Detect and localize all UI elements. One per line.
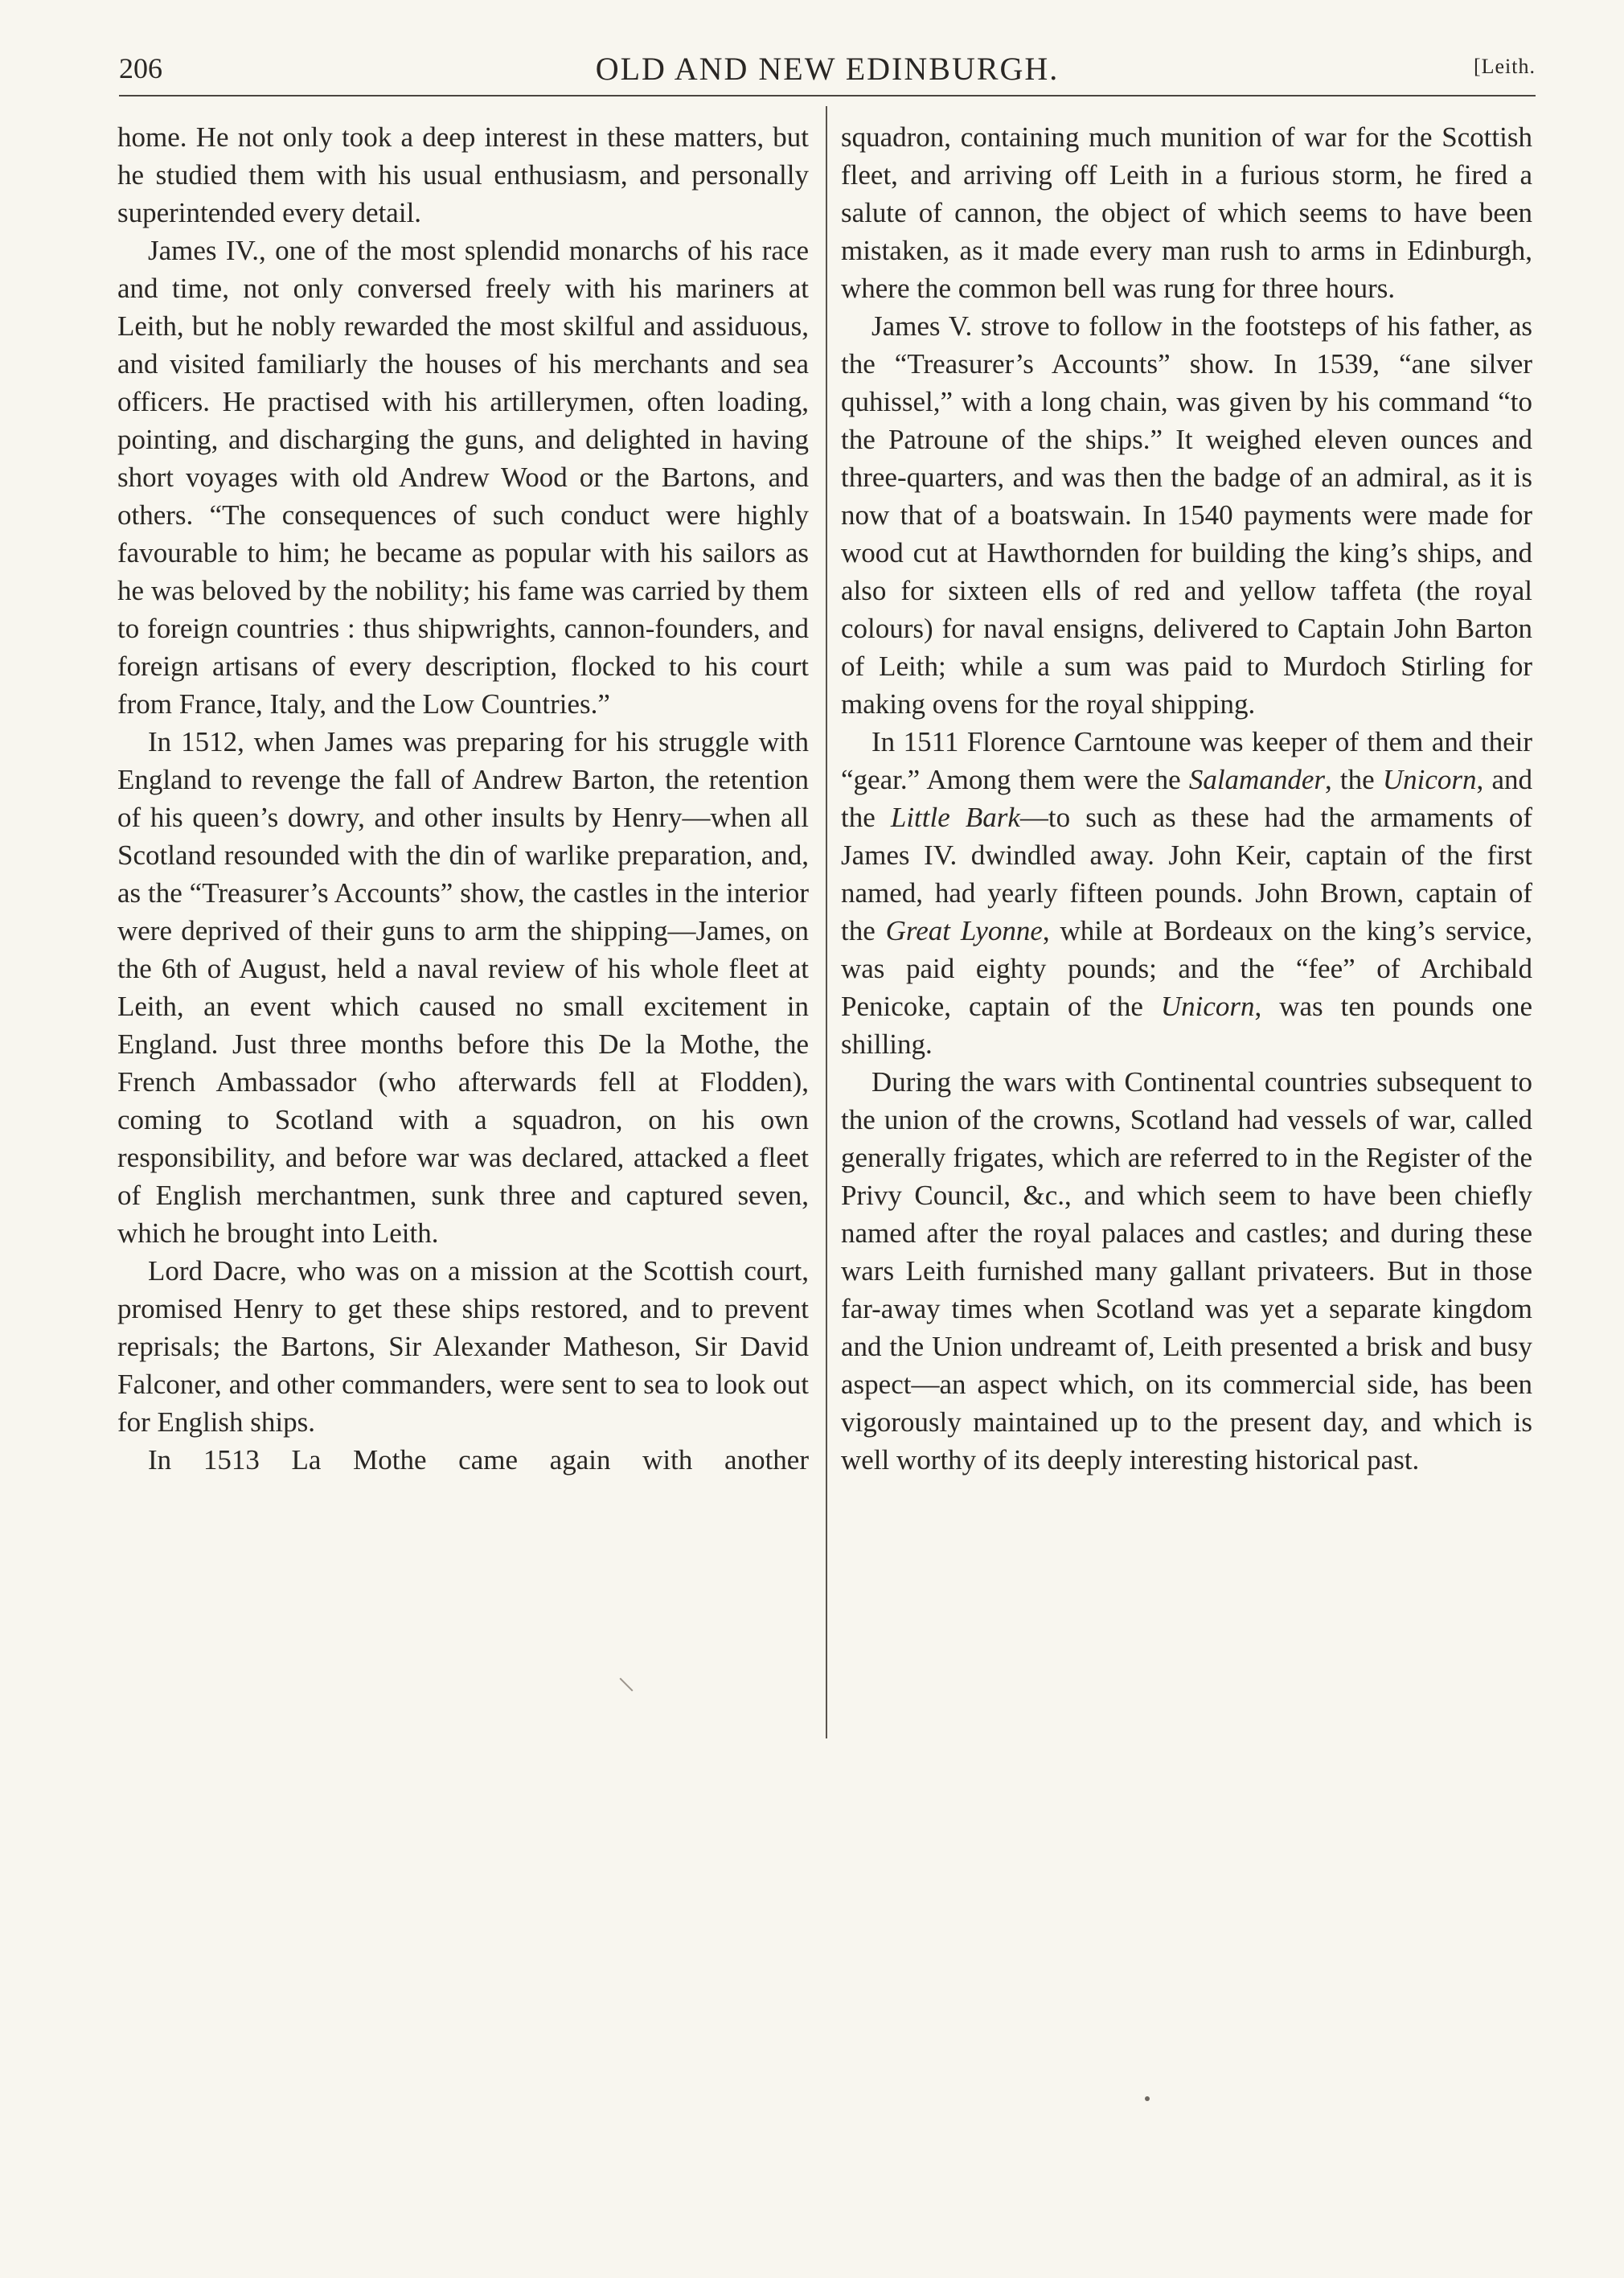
- paragraph: home. He not only took a deep interest in these matters, but he studied them with his usual enthusiasm, and personally superintended every detail.: [117, 121, 809, 228]
- text-run: , and the: [841, 764, 1532, 833]
- text-run: , the: [1324, 764, 1383, 795]
- right-column: [841, 118, 1532, 1479]
- paragraph: [841, 723, 1532, 1063]
- paragraph: In 1513 La Mothe came again with another: [148, 1444, 809, 1476]
- paragraph: James IV., one of the most splendid monarchs of his race and time, not only conversed freely with his mariners at Leith, but he nobly rewarded the most skilful and assiduous, and visited familiarly the houses of his merchants and sea officers. He practised with his artillerymen, often loading, pointing, and discharging the guns, and delighted in having short voyages with old Andrew Wood or the Bartons, and others. “The consequences of such conduct were highly favourable to him; he became as popular with his sailors as he was beloved by the nobility; his fame was carried by them to foreign countries : thus shipwrights, cannon-founders, and foreign artisans of every description, flocked to his court from France, Italy, and the Low Countries.”: [117, 235, 809, 720]
- text-run: , was ten pounds one shilling.: [841, 991, 1532, 1060]
- stray-mark: [620, 1678, 634, 1692]
- page-header: [119, 47, 1536, 96]
- left-column: [117, 118, 809, 1479]
- running-title: OLD AND NEW EDINBURGH.: [595, 51, 1060, 87]
- page-number: 206: [119, 52, 162, 84]
- column-divider: [826, 106, 827, 1738]
- text-run: , while at Bordeaux on the king’s service, was paid eighty pounds; and the “fee” of Archibald Penicoke, captain of the: [841, 915, 1532, 1022]
- ship-name: Salamander: [1188, 764, 1325, 795]
- paragraph: James V. strove to follow in the footsteps of his father, as the “Treasurer’s Accounts” show. In 1539, “ane silver quhissel,” with a long chain, was given by his command “to the Patroune of the ships.” It weighed eleven ounces and three-quarters, and was then the badge of an admiral, as it is now that of a boatswain. In 1540 payments were made for wood cut at Hawthornden for building the king’s ships, and also for sixteen ells of red and yellow taffeta (the royal colours) for naval ensigns, delivered to Captain John Barton of Leith; while a sum was paid to Murdoch Stirling for making ovens for the royal shipping.: [841, 310, 1532, 720]
- text-run: In 1511 Florence Carntoune was keeper of them and their “gear.” Among them were the: [841, 726, 1532, 795]
- paragraph: During the wars with Continental countries subsequent to the union of the crowns, Scotland had vessels of war, called generally frigates, which are referred to in the Register of the Privy Council, &c., and which seem to have been chiefly named after the royal palaces and castles; and during these wars Leith furnished many gallant privateers. But in those far-away times when Scotland was yet a separate kingdom and the Union undreamt of, Leith presented a brisk and busy aspect—an aspect which, on its commercial side, has been vigorously maintained up to the present day, and which is well worthy of its deeply interesting historical past.: [841, 1066, 1532, 1476]
- paragraph: In 1512, when James was preparing for his struggle with England to revenge the fall of Andrew Barton, the retention of his queen’s dowry, and other insults by Henry—when all Scotland resounded with the din of warlike preparation, and, as the “Treasurer’s Accounts” show, the castles in the interior were deprived of their guns to arm the shipping—James, on the 6th of August, held a naval review of his whole fleet at Leith, an event which caused no small excitement in England. Just three months before this De la Mothe, the French Ambassador (who afterwards fell at Flodden), coming to Scotland with a squadron, on his own responsibility, and before war was declared, attacked a fleet of English merchantmen, sunk three and captured seven, which he brought into Leith.: [117, 726, 809, 1249]
- paragraph: Lord Dacre, who was on a mission at the Scottish court, promised Henry to get these ships restored, and to prevent reprisals; the Bartons, Sir Alexander Matheson, Sir David Falconer, and other commanders, were sent to sea to look out for English ships.: [117, 1255, 809, 1438]
- paragraph: squadron, containing much munition of war for the Scottish fleet, and arriving off Leith in a furious storm, he fired a salute of cannon, the object of which seems to have been mistaken, as it made every man rush to arms in Edinburgh, where the common bell was rung for three hours.: [841, 121, 1532, 304]
- ship-name: Little Bark: [890, 802, 1020, 833]
- stray-dot: [1145, 2096, 1150, 2101]
- ship-name: Great Lyonne: [885, 915, 1043, 946]
- section-tag: [Leith.: [1473, 55, 1536, 78]
- ship-name: Unicorn: [1160, 991, 1255, 1022]
- text-run: —to such as these had the armaments of James IV. dwindled away. John Keir, captain of the first named, had yearly fifteen pounds. John Brown, captain of the: [841, 802, 1532, 946]
- ship-name: Unicorn: [1382, 764, 1477, 795]
